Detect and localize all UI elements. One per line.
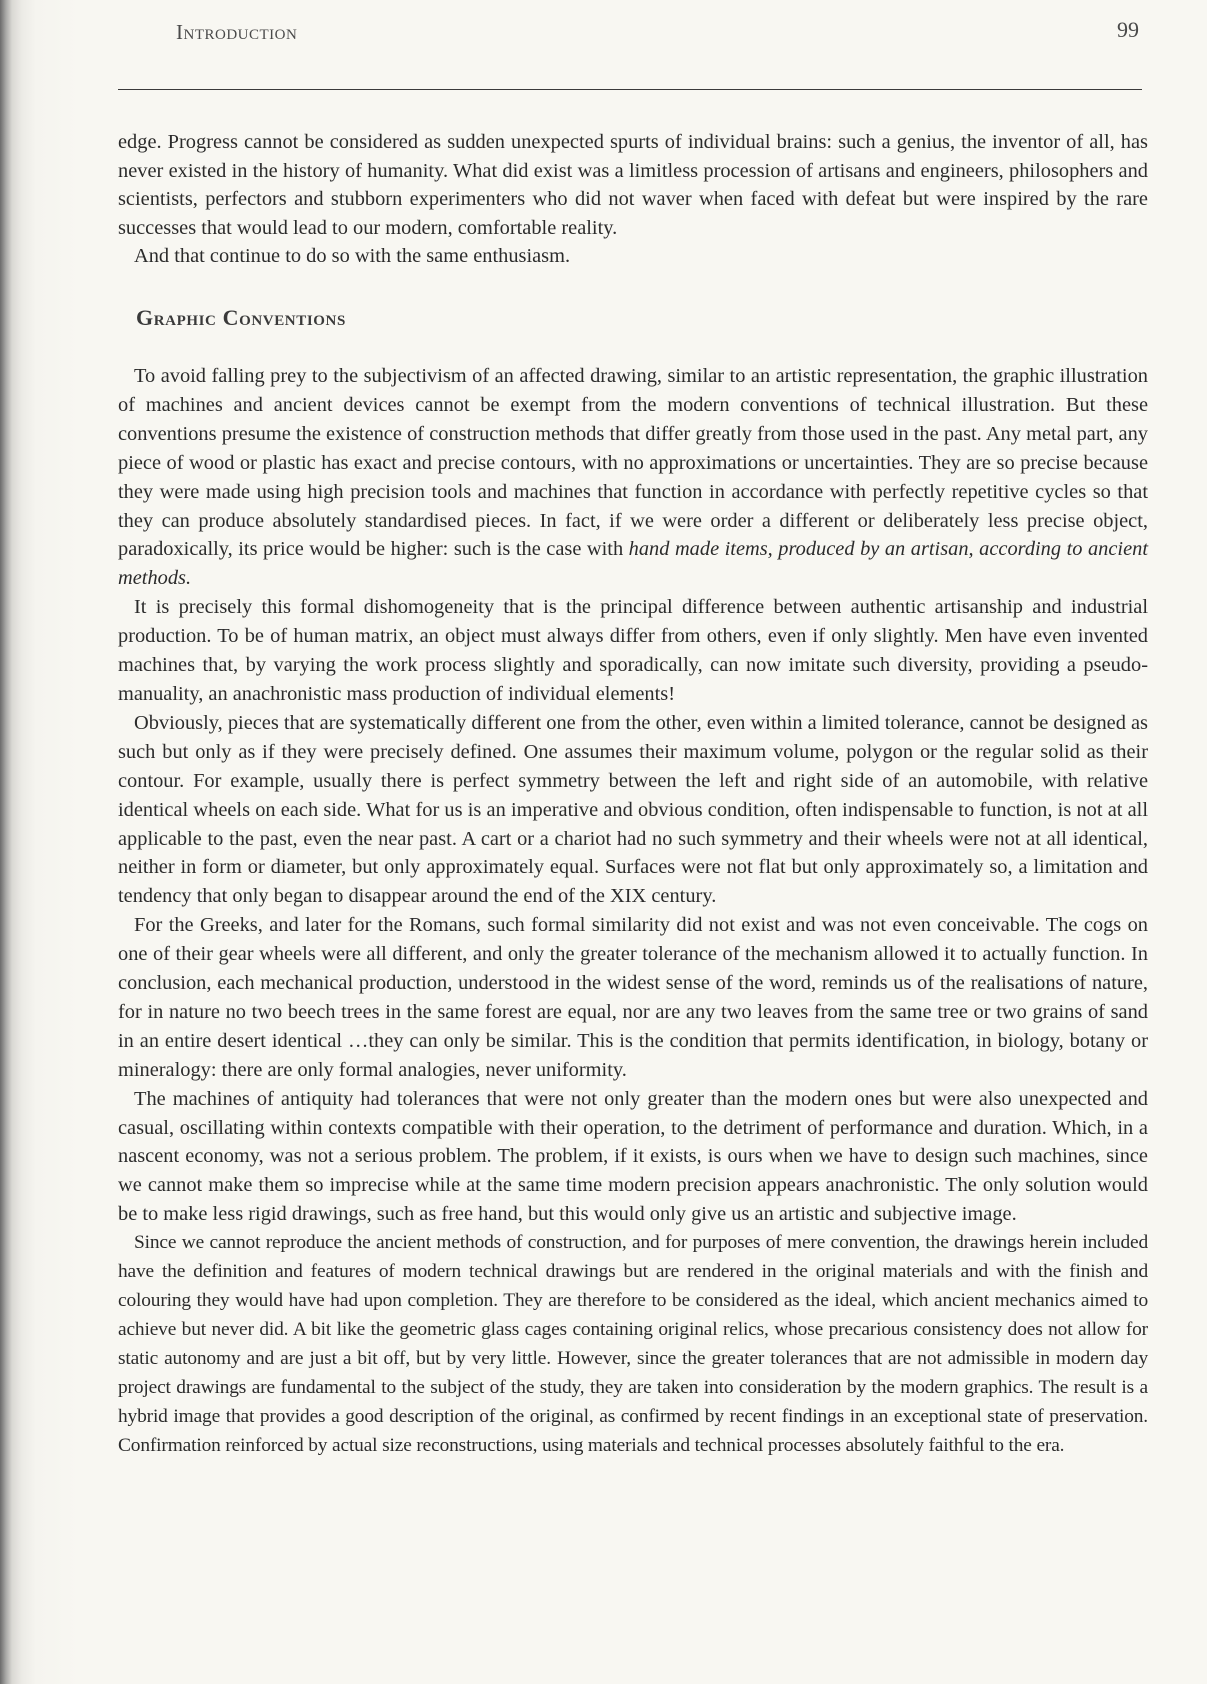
section-paragraph-1-lead: To avoid falling prey to the subjectivism of an affected drawing, similar to an artistic representation, the graphic illustration of machines and ancient devices cannot be exempt from the modern conventions of technical illustration. But these conventions presume the existence of construction methods that differ greatly from those used in the past. Any metal part, any piece of wood or plastic has exact and precise contours, with no approximations or uncertainties. They are so precise because they were made using high precision tools and machines that function in accordance with perfectly repetitive cycles so that they can produce absolutely standardised pieces. In fact, if we were order a different or deliberately less precise object, paradoxically, its price would be higher: such is the case with bbox=[118, 365, 1148, 561]
section-paragraph-5: The machines of antiquity had tolerances that were not only greater than the modern ones but were also unexpected and casual, oscillating within contexts compatible with their operation, to the detriment of performance and duration. Which, in a nascent economy, was not a serious problem. The problem, if it exists, is ours when we have to design such machines, since we cannot make them so imprecise while at the same time modern precision appears anachronistic. The only solution would be to make less rigid drawings, such as free hand, but this would only give us an artistic and subjective image. bbox=[118, 1087, 1148, 1226]
intro-paragraph-1: edge. Progress cannot be considered as sudden unexpected spurts of individual brains: such a genius, the inventor of all, has never existed in the history of humanity. What did exist was a limitless procession of artisans and engineers, philosophers and scientists, perfectors and stubborn experimenters who did not waver when faced with defeat but were inspired by the rare successes that would lead to our modern, comfortable reality. bbox=[118, 131, 1148, 239]
section-paragraph-1-italic: hand made items, produced by an artisan, according to ancient methods. bbox=[118, 538, 1148, 590]
section-heading: Graphic Conventions bbox=[136, 305, 346, 330]
section-paragraph-4: For the Greeks, and later for the Romans, such formal similarity did not exist and was not even conceivable. The cogs on one of their gear wheels were all different, and only the greater tolerance of the mechanism allowed it to actually function. In conclusion, each mechanical production, understood in the widest sense of the word, reminds us of the realisations of nature, for in nature no two beech trees in the same forest are equal, nor are any two leaves from the same tree or two grains of sand in an entire desert identical …they can only be similar. This is the condition that permits identification, in biology, botany or mineralogy: there are only formal analogies, never uniformity. bbox=[118, 914, 1148, 1081]
header-rule bbox=[118, 89, 1142, 90]
running-head: Introduction bbox=[176, 20, 298, 44]
section-paragraph-3: Obviously, pieces that are systematically different one from the other, even within a limited tolerance, cannot be designed as such but only as if they were precisely defined. One assumes their maximum volume, polygon or the regular solid as their contour. For example, usually there is perfect symmetry between the left and right side of an automobile, with relative identical wheels on each side. What for us is an imperative and obvious condition, often indispensable to function, is not at all applicable to the past, even the near past. A cart or a chariot had no such symmetry and their wheels were not at all identical, neither in form or diameter, but only approximately equal. Surfaces were not flat but only approximately so, a limitation and tendency that only began to disappear around the end of the XIX century. bbox=[118, 711, 1148, 908]
section-paragraph-2: It is precisely this formal dishomogeneity that is the principal difference between authentic artisanship and industrial production. To be of human matrix, an object must always differ from others, even if only slightly. Men have even invented machines that, by varying the work process slightly and sporadically, can now imitate such diversity, providing a pseudo-manuality, an anachronistic mass production of individual elements! bbox=[118, 596, 1148, 705]
intro-paragraph-2: And that continue to do so with the same enthusiasm. bbox=[134, 245, 571, 268]
page-number: 99 bbox=[1117, 17, 1139, 42]
section-paragraph-1 bbox=[118, 362, 1148, 593]
section-body bbox=[118, 362, 1148, 1460]
section-paragraph-6: Since we cannot reproduce the ancient methods of construction, and for purposes of mere convention, the drawings herein included have the definition and features of modern technical drawings but are rendered in the original materials and with the finish and colouring they would have had upon completion. They are therefore to be considered as the ideal, which ancient mechanics aimed to achieve but never did. A bit like the geometric glass cages containing original relics, whose precarious consistency does not allow for static autonomy and are just a bit off, but by very little. However, since the greater tolerances that are not admissible in modern day project drawings are fundamental to the subject of the study, they are taken into consideration by the modern graphics. The result is a hybrid image that provides a good description of the original, as confirmed by recent findings in an exceptional state of preservation. Confirmation reinforced by actual size reconstructions, using materials and technical processes absolutely faithful to the era. bbox=[118, 1232, 1148, 1456]
intro-text bbox=[118, 128, 1148, 271]
